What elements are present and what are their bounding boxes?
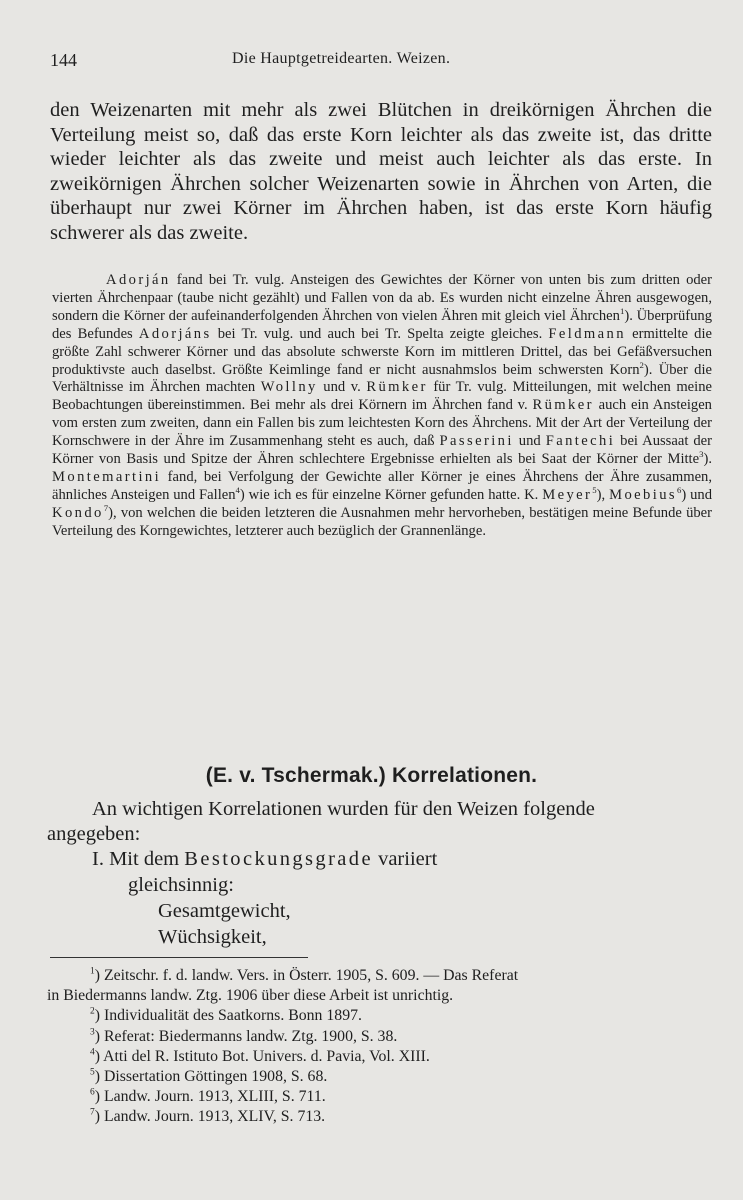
footnote-text: Landw. Journ. 1913, XLIII, S. 711. <box>103 1088 326 1106</box>
author-name: Passerini <box>439 433 514 450</box>
author-name: Meyer <box>542 486 593 503</box>
intro-line: An wichtigen Korrelationen wurden für den Weizen folgende <box>92 798 595 820</box>
text-run: . Überprüfung des Befundes <box>52 307 712 342</box>
text-run: . <box>708 451 712 468</box>
footnote-text: Dissertation Göttingen 1908, S. 68. <box>103 1068 328 1086</box>
text-run: für Tr. vulg. Mitteilungen, mit welchen meine Beobachtungen übereinstimmen. Bei mehr als drei Körnern im Ährchen fand v. <box>52 379 712 414</box>
footnote-mark: 7 <box>90 1108 95 1119</box>
footnote-divider <box>50 957 308 958</box>
footnote-text: Referat: Biedermanns landw. Ztg. 1900, S. 38. <box>103 1027 398 1045</box>
footnote: $^1$) Zeitschr. f. d. landw. Vers. in Österr. 1905, S. 609. — Das Referat <box>90 966 519 984</box>
list-item-prefix: I. Mit dem <box>92 848 185 870</box>
list-item-suffix: variiert <box>372 848 438 870</box>
text-run: . Über die Verhältnisse im Ährchen machten <box>52 361 712 396</box>
footnote: $^7$) Landw. Journ. 1913, XLIV, S. 713. <box>90 1108 326 1126</box>
author-name: Adorjáns <box>138 325 212 342</box>
footnotes-block <box>47 966 715 1128</box>
footnote-continuation <box>47 986 715 1006</box>
author-name: Montemartini <box>52 468 162 485</box>
footnote-ref: 4 <box>235 485 240 496</box>
text-run: ermittelte die größte Zahl schwerer Körner und das absolute schwerste Korn im mittleren Drittel, das bei Gefäßversuchen produktivste auch daselbst. Größte Keimlinge fand er nicht ausnahmslos beim schwersten Korn <box>52 325 712 378</box>
footnote-mark: 4 <box>90 1047 95 1058</box>
footnote-text: Individualität des Saatkorns. Bonn 1897. <box>103 1007 362 1025</box>
footnote-text: Atti del R. Istituto Bot. Univers. d. Pavia, Vol. XIII. <box>103 1047 430 1065</box>
running-title: Die Hauptgetreidearten. Weizen. <box>232 50 451 67</box>
footnote: $^6$) Landw. Journ. 1913, XLIII, S. 711. <box>90 1087 326 1106</box>
footnote-ref: 5 <box>592 485 597 496</box>
footnote-text: Zeitschr. f. d. landw. Vers. in Österr. 1905, S. 609. — Das Referat <box>103 967 519 984</box>
footnote-mark: 6 <box>90 1087 95 1098</box>
text-run: bei Tr. vulg. und auch bei Tr. Spelta zeigte gleiches. <box>211 325 549 342</box>
text-run: auch ein Ansteigen vom ersten zum zweiten, dann ein Fallen bis zum leichtesten Korn des Ährchens. Mit der Art der Verteilung der Kornschwere in der Ähre im Zusammenhang steht es auch, daß <box>52 397 712 450</box>
footnote-ref: 1 <box>619 305 625 316</box>
list-item-term: Bestockungsgrade <box>184 848 373 870</box>
text-run: wie ich es für einzelne Körner gefunden hatte. K. <box>244 486 543 503</box>
footnote: $^2$) Individualität des Saatkorns. Bonn 1897. <box>90 1007 362 1025</box>
footnote-text: in Biedermanns landw. Ztg. 1906 über diese Arbeit ist unrichtig. <box>47 987 454 1005</box>
footnote-ref: 3 <box>699 449 704 460</box>
text-run: , von welchen die beiden letzteren die Ausnahmen mehr hervorheben, bestätigen meine Befunde über Verteilung des Korngewichtes, letzterer auch bezüglich der Grannenlänge. <box>52 504 712 539</box>
main-paragraph: den Weizenarten mit mehr als zwei Blütchen in dreikörnigen Ährchen die Verteilung meist so, daß das erste Korn leichter als das zweite ist, das dritte wieder leichter als das zweite und meist auch leichter als das erste. In zweikörnigen Ährchen solcher Weizenarten sowie in Ährchen von Arten, die überhaupt nur zwei Körner im Ährchen haben, ist das erste Korn häufig schwerer als das zweite. <box>50 99 712 244</box>
author-name: Adorján <box>106 272 171 288</box>
footnote-ref: 7 <box>103 502 109 513</box>
text-run: bei Aussaat der Körner von Basis und Spitze der Ähren schlechtere Ergebnisse erhielten als bei Saat der Körner der Mitte <box>52 433 713 468</box>
footnote-text: Landw. Journ. 1913, XLIV, S. 713. <box>103 1108 326 1126</box>
list-item <box>92 846 437 872</box>
list-entry: Wüchsigkeit, <box>158 926 267 948</box>
intro-line: angegeben: <box>47 822 141 845</box>
text-run: und <box>686 486 713 503</box>
page-number: 144 <box>50 50 77 70</box>
footnote-mark: 3 <box>90 1027 95 1038</box>
correlation-list <box>92 846 437 950</box>
author-name: Fantechi <box>545 433 616 450</box>
footnote: $^5$) Dissertation Göttingen 1908, S. 68. <box>90 1067 328 1086</box>
footnote-ref: 6 <box>676 485 682 496</box>
footnote: $^3$) Referat: Biedermanns landw. Ztg. 1900, S. 38. <box>90 1027 398 1045</box>
author-name: Rümker <box>366 379 428 396</box>
text-run: und v. <box>317 379 367 396</box>
text-run: fand, bei Verfolgung der Gewichte aller Körner je eines Ährchens der Ähre zusammen, ähnliches Ansteigen und Fallen <box>52 468 712 503</box>
intro-block <box>47 797 715 846</box>
author-name: Kondo <box>52 504 104 521</box>
footnote-ref: 2 <box>639 359 644 370</box>
author-name: Feldmann <box>548 325 626 342</box>
author-name: Moebius <box>609 486 677 503</box>
text-run: fand bei Tr. vulg. Ansteigen des Gewichtes der Körner von unten bis zum dritten oder vierten Ährchenpaar (taube nicht gezählt) und Fallen von da ab. Es wurden nicht einzelne Ähren ausgewogen, sondern die Körner der aufeinanderfolgenden Ährchen von vielen Ähren mit gleich viel Ährchen <box>52 272 712 324</box>
footnote-mark: 5 <box>90 1067 95 1078</box>
footnote-mark: 2 <box>90 1007 95 1018</box>
text-run: und <box>513 433 546 450</box>
small-print-block <box>52 272 712 541</box>
list-entry: Gesamtgewicht, <box>158 900 291 922</box>
author-name: Wollny <box>260 379 318 396</box>
footnote: $^4$) Atti del R. Istituto Bot. Univers. d. Pavia, Vol. XIII. <box>90 1047 430 1065</box>
author-name: Rümker <box>532 397 594 414</box>
page-header <box>50 50 703 72</box>
main-paragraph-block <box>50 98 712 245</box>
small-print-paragraph: Adorján fand bei Tr. vulg. Ansteigen des Gewichtes der Körner von unten bis zum dritten oder vierten Ährchenpaar (taube nicht gezählt) und Fallen von da ab. Es wurden nicht einzelne Ähren ausgewogen, sondern die Körner der aufeinanderfolgenden Ährchen von vielen Ähren mit gleich viel Ährchen$^1$). Überprüfung des Befundes Adorjáns bei Tr. vulg. und auch bei Tr. Spelta zeigte gleiches. Feldmann ermittelte die größte Zahl schwerer Körner und das absolute schwerste Korn im mittleren Drittel, das bei Gefäßversuchen produktivste auch daselbst. Größte Keimlinge fand er nicht ausnahmslos beim schwersten Korn$^2$). Über die Verhältnisse im Ährchen machten Wollny und v. Rümker für Tr. vulg. Mitteilungen, mit welchen meine Beobachtungen übereinstimmen. Bei mehr als drei Körnern im Ährchen fand v. Rümker auch ein Ansteigen vom ersten zum zweiten, dann ein Fallen bis zum leichtesten Korn des Ährchens. Mit der Art der Verteilung der Kornschwere in der Ähre im Zusammenhang steht es auch, daß Passerini und Fantechi bei Aussaat der Körner von Basis und Spitze der Ähren schlechtere Ergebnisse erhielten als bei Saat der Körner der Mitte$^3$). Montemartini fand, bei Verfolgung der Gewichte aller Körner je eines Ährchens der Ähre zusammen, ähnliches Ansteigen und Fallen$^4$) wie ich es für einzelne Körner gefunden hatte. K. Meyer$^5$), Moebius$^6$) und Kondo$^7$), von welchen die beiden letzteren die Ausnahmen mehr hervorheben, bestätigen meine Befunde über Verteilung des Korngewichtes, letzterer auch bezüglich der Grannenlänge. <box>52 272 713 539</box>
footnote-mark: 1 <box>90 966 95 977</box>
list-sub-heading: gleichsinnig: <box>128 874 234 896</box>
text-run: , <box>601 486 610 503</box>
section-heading: (E. v. Tschermak.) Korrelationen. <box>205 764 538 787</box>
